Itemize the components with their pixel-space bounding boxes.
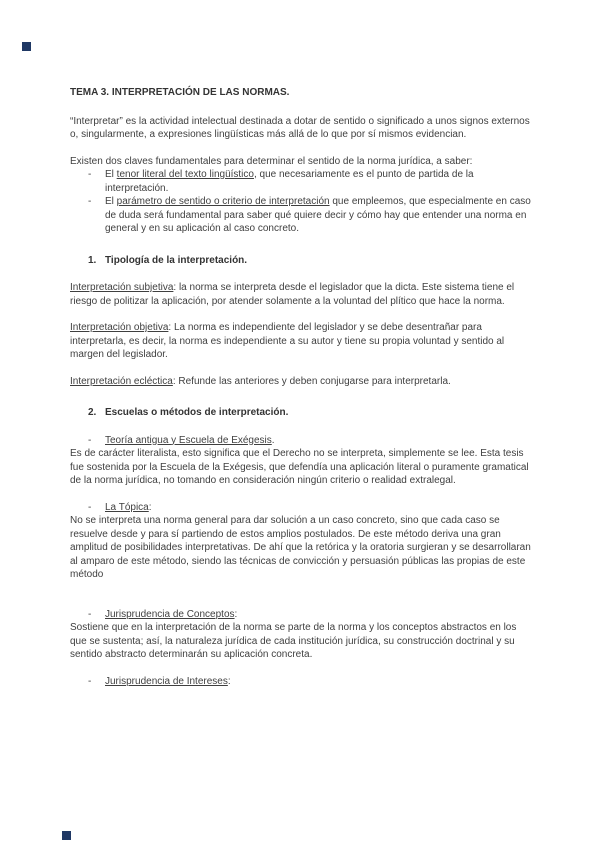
bullet-item: [70, 501, 534, 515]
bullet-item: [70, 675, 534, 689]
text-segment: :: [148, 501, 152, 513]
paragraph: [70, 514, 534, 582]
bullet-text: [105, 435, 275, 446]
text-segment: :: [234, 608, 238, 620]
paragraph: [70, 321, 534, 362]
section-heading-number: 1.: [88, 254, 97, 266]
bullet-dash: -: [88, 196, 92, 207]
text-segment: Tipología de la interpretación.: [105, 254, 248, 266]
section-heading-text: [105, 407, 288, 418]
text-segment: : La norma es independiente del legislador y se debe desentrañar para interpretarla, es decir, la norma es independiente a su autor y tiene su propia voluntad y sentido al margen del legislador.: [70, 322, 505, 360]
decorative-square-bottom: [62, 831, 71, 840]
underlined-text-segment: Teoría antigua y Escuela de Exégesis: [105, 434, 272, 446]
text-segment: El: [105, 169, 117, 180]
text-segment: :: [227, 675, 231, 687]
text-segment: TEMA 3. INTERPRETACIÓN DE LAS NORMAS.: [70, 87, 290, 98]
bullet-dash: -: [88, 675, 92, 687]
text-segment: , que necesariamente es el punto de partida de la interpretación.: [105, 169, 474, 194]
section-heading: [70, 406, 534, 420]
text-segment: Existen dos claves fundamentales para determinar el sentido de la norma jurídica, a saber:: [70, 155, 473, 167]
blank-line: [70, 595, 534, 608]
text-segment: El: [105, 196, 117, 207]
underlined-text-segment: Jurisprudencia de Conceptos: [105, 608, 235, 620]
paragraph: [70, 115, 534, 142]
text-segment: que empleemos, que especialmente en caso de duda será fundamental para saber qué quiere decir y cómo hay que entender una norma en general y en su aplicación al caso concreto.: [105, 196, 531, 234]
underlined-text-segment: La Tópica: [105, 501, 149, 513]
underlined-text-segment: Interpretación ecléctica: [70, 375, 173, 387]
text-segment: “Interpretar” es la actividad intelectual destinada a dotar de sentido o significado a unos signos externos o, singularmente, a expresiones lingüísticas más allá de lo que por sí mismos evidencian.: [70, 115, 530, 140]
bullet-item: [70, 434, 534, 448]
bullet-dash: -: [88, 501, 92, 513]
underlined-text-segment: Interpretación subjetiva: [70, 282, 174, 293]
paragraph: [70, 447, 534, 488]
paragraph: [70, 281, 534, 308]
bullet-item: [70, 168, 534, 195]
bullet-item: [70, 608, 534, 622]
bullet-text: [105, 676, 231, 687]
underlined-text-segment: Jurisprudencia de Intereses: [105, 675, 228, 687]
document-content: [70, 86, 534, 688]
text-segment: : Refunde las anteriores y deben conjugarse para interpretarla.: [172, 375, 451, 387]
paragraph: [70, 155, 534, 169]
document-title: [70, 86, 534, 100]
underlined-text-segment: tenor literal del texto lingüístico: [116, 169, 254, 180]
bullet-text: [105, 196, 531, 234]
underlined-text-segment: Interpretación objetiva: [70, 322, 169, 333]
bullet-item: [70, 195, 534, 236]
bullet-text: [105, 609, 237, 620]
section-heading-number: 2.: [88, 407, 97, 418]
paragraph: [70, 375, 534, 389]
text-segment: Escuelas o métodos de interpretación.: [105, 407, 289, 418]
underlined-text-segment: parámetro de sentido o criterio de interpretación: [116, 196, 330, 207]
paragraph: [70, 621, 534, 662]
section-heading-text: [105, 255, 247, 266]
text-segment: : la norma se interpreta desde el legislador que la dicta. Este sistema tiene el riesgo de politizar la aplicación, por atender solamente a la voluntad del plítico que hace la norma.: [70, 282, 515, 307]
text-segment: Es de carácter literalista, esto significa que el Derecho no se interpreta, simplemente se lee. Esta tesis fue sostenida por la Escuela de la Exégesis, que defendía una aplicación literal o puramente gramatical de la norma jurídica, no tomando en consideración ningún criterio o realidad extralegal.: [70, 448, 529, 486]
section-heading: [70, 254, 534, 268]
bullet-dash: -: [88, 434, 92, 446]
text-segment: .: [271, 434, 275, 446]
bullet-text: [105, 502, 152, 513]
decorative-square-top: [22, 42, 31, 51]
text-segment: No se interpreta una norma general para dar solución a un caso concreto, sino que cada caso se resuelve desde y para sí partiendo de estos amplios postulados. De este método deriva una gran amplitud de posibilidades interpretativas. De ahí que la retórica y la oratoria surgieran y se desarrollaran al amparo de este método, siendo las técnicas de convicción y persuasión públicas las propias de este método: [70, 515, 531, 580]
bullet-dash: -: [88, 169, 92, 180]
bullet-text: [105, 169, 474, 194]
bullet-dash: -: [88, 608, 92, 620]
text-segment: Sostiene que en la interpretación de la norma se parte de la norma y los conceptos abstractos en los que se sustenta; así, la naturaleza jurídica de cada institución jurídica, su construcción doctrinal y su sentido abstracto determinarán su aplicación concreta.: [70, 622, 517, 660]
